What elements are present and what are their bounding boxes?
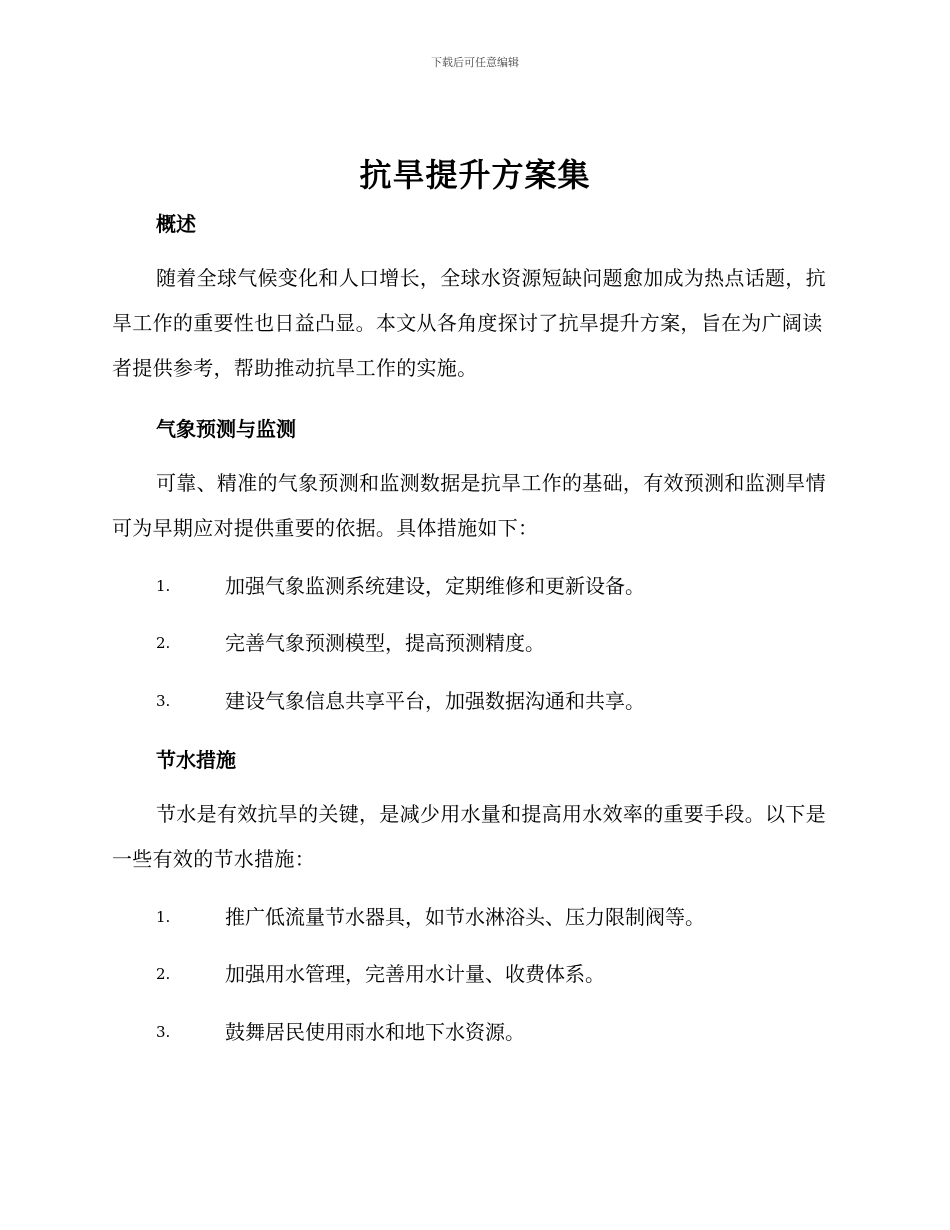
list-text: 建设气象信息共享平台，加强数据沟通和共享。: [225, 689, 645, 713]
list-number: 3.: [156, 1023, 171, 1041]
section-heading-overview: 概述: [156, 212, 196, 236]
list-text: 加强用水管理，完善用水计量、收费体系。: [225, 962, 605, 986]
list-item: [156, 902, 846, 932]
list-item: [156, 571, 846, 601]
list-text: 推广低流量节水器具，如节水淋浴头、压力限制阀等。: [225, 905, 705, 929]
list-number: 1.: [156, 908, 171, 926]
section-heading-water-saving: 节水措施: [156, 748, 236, 772]
list-text: 完善气象预测模型，提高预测精度。: [225, 631, 545, 655]
weather-forecast-paragraph: 可靠、精准的气象预测和监测数据是抗旱工作的基础，有效预测和监测旱情可为早期应对提供重要的依据。具体措施如下：: [112, 471, 826, 540]
section-heading-weather-forecast: 气象预测与监测: [156, 417, 296, 441]
list-number: 2.: [156, 634, 171, 652]
overview-paragraph: 随着全球气候变化和人口增长，全球水资源短缺问题愈加成为热点话题，抗旱工作的重要性也日益凸显。本文从各角度探讨了抗旱提升方案，旨在为广阔读者提供参考，帮助推动抗旱工作的实施。: [112, 266, 826, 380]
list-number: 3.: [156, 692, 171, 710]
document-title: 抗旱提升方案集: [359, 156, 591, 194]
list-text: 加强气象监测系统建设，定期维修和更新设备。: [225, 574, 645, 598]
list-text: 鼓舞居民使用雨水和地下水资源。: [225, 1020, 525, 1044]
list-item: [156, 686, 846, 716]
list-number: 1.: [156, 577, 171, 595]
list-number: 2.: [156, 965, 171, 983]
list-item: [156, 1017, 846, 1047]
list-item: [156, 959, 846, 989]
water-saving-paragraph: 节水是有效抗旱的关键，是减少用水量和提高用水效率的重要手段。以下是一些有效的节水措施：: [112, 802, 826, 871]
header-note: 下载后可任意编辑: [431, 56, 519, 69]
list-item: [156, 628, 846, 658]
